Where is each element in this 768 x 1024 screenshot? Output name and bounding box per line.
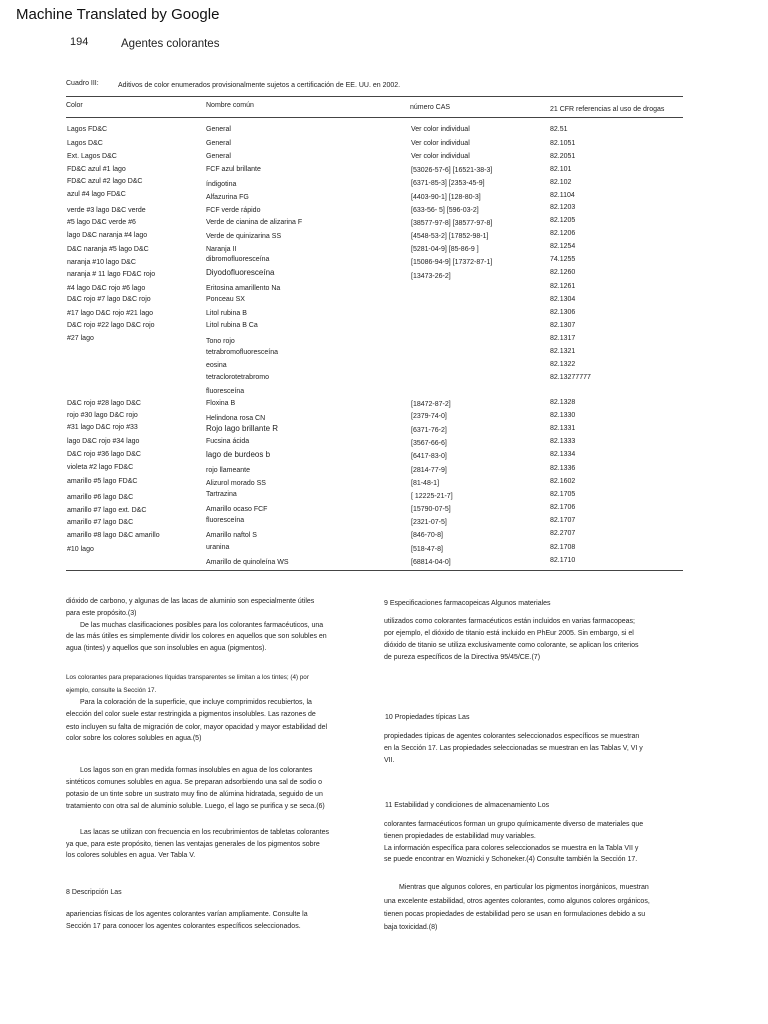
table-cell-color: naranja # 11 lago FD&C rojo bbox=[67, 271, 156, 278]
table-cell-color: Lagos FD&C bbox=[67, 126, 108, 133]
table-cell-cas-number: [2379-74-0] bbox=[411, 413, 447, 420]
table-body bbox=[0, 124, 768, 574]
right-paragraph-line: colorantes farmacéuticos forman un grupo químicamente diverso de materiales que bbox=[384, 821, 644, 828]
table-cell-color: amarillo #5 lago FD&C bbox=[67, 478, 138, 485]
right-paragraph-line: se puede encontrar en Woznicki y Schoneker.(4) Consulte también la Sección 17. bbox=[384, 856, 638, 863]
table-top-rule bbox=[66, 96, 683, 97]
right-paragraph-line: La información específica para colores seleccionados se muestra en la Tabla VII y bbox=[384, 845, 639, 852]
table-cell-common-name: Amarillo de quinoleína WS bbox=[206, 559, 289, 566]
right-paragraph-line: tienen pocas propiedades de estabilidad pero se usan en formulaciones debido a su bbox=[384, 911, 646, 918]
table-cell-cas-number: [15086-94-9] [17372-87-1] bbox=[411, 259, 493, 266]
left-paragraph-line: sintéticos comunes solubles en agua. Se preparan adsorbiendo una sal de sodio o bbox=[66, 779, 323, 786]
table-cell-color: amarillo #7 lago D&C bbox=[67, 519, 134, 526]
table-cell-cas-number: [2321-07-5] bbox=[411, 519, 447, 526]
table-header-rule bbox=[66, 117, 683, 118]
table-cell-common-name: fluoresceína bbox=[206, 388, 245, 395]
table-cell-cas-number: [518-47-8] bbox=[411, 546, 443, 553]
table-cell-color: amarillo #7 lago ext. D&C bbox=[67, 507, 147, 514]
table-cell-color: #17 lago D&C rojo #21 lago bbox=[67, 310, 154, 317]
table-cell-color: lago D&C naranja #4 lago bbox=[67, 232, 148, 239]
right-paragraph-line: 9 Especificaciones farmacopeicas Algunos materiales bbox=[384, 600, 551, 607]
left-paragraph-line: Las lacas se utilizan con frecuencia en los recubrimientos de tabletas colorantes bbox=[80, 829, 330, 836]
table-cell-color: #4 lago D&C rojo #6 lago bbox=[67, 285, 146, 292]
table-cell-cas-number: Ver color individual bbox=[411, 126, 470, 133]
table-cell-common-name: Tartrazina bbox=[206, 491, 237, 498]
table-cell-color: #5 lago D&C verde #6 bbox=[67, 219, 136, 226]
table-cell-common-name: tetrabromofluoresceína bbox=[206, 349, 278, 356]
table-cell-cfr-reference: 82.1708 bbox=[550, 544, 576, 551]
left-paragraph-line: tratamiento con otra sal de aluminio soluble. Luego, el lago se purifica y se seca.(6) bbox=[66, 803, 325, 810]
table-cell-common-name: Verde de quinizarina SS bbox=[206, 233, 282, 240]
table-cell-common-name: FCF azul brillante bbox=[206, 166, 261, 173]
table-cell-cfr-reference: 82.2051 bbox=[550, 153, 576, 160]
table-cell-common-name: fluoresceína bbox=[206, 517, 245, 524]
table-cell-common-name: Naranja II bbox=[206, 246, 237, 253]
table-cell-color: D&C rojo #22 lago D&C rojo bbox=[67, 322, 155, 329]
table-cell-common-name: General bbox=[206, 153, 231, 160]
table-cell-cfr-reference: 82.1304 bbox=[550, 296, 576, 303]
table-cell-color: D&C rojo #36 lago D&C bbox=[67, 451, 141, 458]
table-cell-color: Ext. Lagos D&C bbox=[67, 153, 117, 160]
right-paragraph-line: por ejemplo, el dióxido de titanio está incluido en PhEur 2005. Sin embargo, si el bbox=[384, 630, 634, 637]
table-cell-cas-number: [3567-66-6] bbox=[411, 440, 447, 447]
right-paragraph-line: VII. bbox=[384, 757, 395, 764]
table-cell-color: violeta #2 lago FD&C bbox=[67, 464, 134, 471]
table-cell-common-name: dibromofluoresceína bbox=[206, 256, 270, 263]
table-cell-cfr-reference: 82.101 bbox=[550, 166, 572, 173]
table-cell-cas-number: [2814-77-9] bbox=[411, 467, 447, 474]
table-cell-cas-number: [38577-97-8] [38577-97-8] bbox=[411, 220, 493, 227]
table-cell-cas-number: [4548-53-2] [17852-98-1] bbox=[411, 233, 489, 240]
table-cell-cfr-reference: 82.1331 bbox=[550, 425, 576, 432]
table-cell-cas-number: [53026-57-6] [16521-38-3] bbox=[411, 167, 493, 174]
left-paragraph-line: color sobre los colores solubles en agua.(5) bbox=[66, 735, 202, 742]
page-number: 194 bbox=[70, 36, 89, 48]
left-paragraph-line: De las muchas clasificaciones posibles para los colorantes farmacéuticos, una bbox=[80, 622, 324, 629]
table-cell-cas-number: [81-48-1] bbox=[411, 480, 440, 487]
table-cell-common-name: lago de burdeos b bbox=[206, 450, 271, 459]
right-paragraph-line: de pureza específicos de la Directiva 95/45/CE.(7) bbox=[384, 654, 541, 661]
right-paragraph-line: tienen propiedades de estabilidad muy variables. bbox=[384, 833, 536, 840]
table-cell-color: D&C rojo #28 lago D&C bbox=[67, 400, 141, 407]
table-cell-cfr-reference: 82.1321 bbox=[550, 348, 576, 355]
right-paragraph-line: 11 Estabilidad y condiciones de almacenamiento Los bbox=[385, 802, 550, 809]
table-cell-cfr-reference: 82.51 bbox=[550, 126, 568, 133]
left-paragraph-line: potasio de un tinte sobre un sustrato muy fino de alúmina hidratada, seguido de un bbox=[66, 791, 323, 798]
table-cell-cfr-reference: 82.1205 bbox=[550, 217, 576, 224]
column-header-cfr-references: 21 CFR referencias al uso de drogas bbox=[550, 106, 665, 113]
table-cell-color: rojo #30 lago D&C rojo bbox=[67, 412, 138, 419]
table-cell-cas-number: [ 12225-21-7] bbox=[411, 493, 453, 500]
left-paragraph-line: Sección 17 para conocer los agentes colorantes específicos seleccionados. bbox=[66, 923, 301, 930]
left-paragraph-line: elección del color suele estar restringida a pigmentos insolubles. Las razones de bbox=[66, 711, 316, 718]
table-caption-text: Aditivos de color enumerados provisionalmente sujetos a certificación de EE. UU. en 2002. bbox=[118, 82, 401, 89]
table-cell-cas-number: [633-56- 5] [596-03-2] bbox=[411, 207, 479, 214]
table-cell-color: D&C rojo #7 lago D&C rojo bbox=[67, 296, 151, 303]
right-paragraph-line: utilizados como colorantes farmacéuticos están incluidos en varias farmacopeas; bbox=[384, 618, 635, 625]
table-cell-cfr-reference: 82.1261 bbox=[550, 283, 576, 290]
left-paragraph-line: ya que, para este propósito, tienen las ventajas generales de los pigmentos sobre bbox=[66, 841, 320, 848]
right-paragraph-line: 10 Propiedades típicas Las bbox=[385, 714, 470, 721]
table-cell-cfr-reference: 82.1254 bbox=[550, 243, 576, 250]
table-cell-color: amarillo #8 lago D&C amarillo bbox=[67, 532, 160, 539]
column-header-color: Color bbox=[66, 102, 83, 109]
table-cell-common-name: Ponceau SX bbox=[206, 296, 245, 303]
machine-translation-banner: Machine Translated by Google bbox=[16, 6, 220, 23]
table-cell-common-name: rojo llameante bbox=[206, 467, 250, 474]
left-paragraph-line: apariencias físicas de los agentes colorantes varían ampliamente. Consulte la bbox=[66, 911, 308, 918]
table-cell-color: lago D&C rojo #34 lago bbox=[67, 438, 140, 445]
table-cell-color: FD&C azul #1 lago bbox=[67, 166, 126, 173]
table-cell-color: Lagos D&C bbox=[67, 140, 103, 147]
right-paragraph-line: baja toxicidad.(8) bbox=[384, 924, 438, 931]
table-cell-cfr-reference: 82.1602 bbox=[550, 478, 576, 485]
table-cell-cfr-reference: 82.1306 bbox=[550, 309, 576, 316]
table-cell-cfr-reference: 82.102 bbox=[550, 179, 572, 186]
table-cell-common-name: Diyodofluoresceína bbox=[206, 268, 275, 277]
table-cell-cas-number: [6417-83-0] bbox=[411, 453, 447, 460]
table-cell-cfr-reference: 82.1705 bbox=[550, 491, 576, 498]
table-cell-cfr-reference: 82.2707 bbox=[550, 530, 576, 537]
table-cell-cfr-reference: 82.1051 bbox=[550, 140, 576, 147]
left-paragraph-line: ejemplo, consulte la Sección 17. bbox=[66, 687, 157, 694]
table-cell-cas-number: [15790-07-5] bbox=[411, 506, 451, 513]
table-cell-cfr-reference: 82.1330 bbox=[550, 412, 576, 419]
table-cell-common-name: Litol rubina B bbox=[206, 310, 247, 317]
table-cell-common-name: General bbox=[206, 140, 231, 147]
table-cell-color: azul #4 lago FD&C bbox=[67, 191, 126, 198]
right-paragraph-line: Mientras que algunos colores, en particular los pigmentos inorgánicos, muestran bbox=[399, 884, 649, 891]
table-cell-color: #27 lago bbox=[67, 335, 94, 342]
left-paragraph-line: dióxido de carbono, y algunas de las lacas de aluminio son especialmente útiles bbox=[66, 598, 315, 605]
table-cell-cas-number: [18472-87-2] bbox=[411, 401, 451, 408]
table-cell-common-name: Litol rubina B Ca bbox=[206, 322, 258, 329]
right-paragraph-line: dióxido de titanio se utiliza exclusivamente como colorante, se aplican los criterios bbox=[384, 642, 639, 649]
table-cell-common-name: Verde de cianina de alizarina F bbox=[206, 219, 303, 226]
table-cell-cfr-reference: 82.13277777 bbox=[550, 374, 591, 381]
table-cell-cfr-reference: 82.1206 bbox=[550, 230, 576, 237]
table-cell-common-name: índigotina bbox=[206, 181, 237, 188]
table-cell-cfr-reference: 82.1317 bbox=[550, 335, 576, 342]
table-cell-common-name: eosina bbox=[206, 362, 227, 369]
right-paragraph-line: una excelente estabilidad, otros agentes colorantes, como algunos colores orgánicos, bbox=[384, 898, 650, 905]
left-paragraph-line: Para la coloración de la superficie, que incluye comprimidos recubiertos, la bbox=[80, 699, 312, 706]
table-cell-cfr-reference: 74.1255 bbox=[550, 256, 576, 263]
table-cell-cfr-reference: 82.1328 bbox=[550, 399, 576, 406]
table-cell-cfr-reference: 82.1307 bbox=[550, 322, 576, 329]
table-cell-common-name: Amarillo ocaso FCF bbox=[206, 506, 268, 513]
column-header-cas-number: número CAS bbox=[410, 104, 451, 111]
table-bottom-rule bbox=[66, 570, 683, 571]
left-paragraph-line: para este propósito.(3) bbox=[66, 610, 137, 617]
table-cell-color: naranja #10 lago D&C bbox=[67, 259, 136, 266]
table-cell-color: D&C naranja #5 lago D&C bbox=[67, 246, 149, 253]
table-cell-cfr-reference: 82.1710 bbox=[550, 557, 576, 564]
table-cell-cfr-reference: 82.1706 bbox=[550, 504, 576, 511]
table-cell-common-name: Rojo lago brillante R bbox=[206, 424, 279, 433]
left-paragraph-line: 8 Descripción Las bbox=[66, 889, 122, 896]
table-cell-cas-number: Ver color individual bbox=[411, 140, 470, 147]
table-caption-label: Cuadro III: bbox=[66, 80, 99, 87]
table-cell-common-name: Tono rojo bbox=[206, 338, 235, 345]
table-cell-cas-number: [846-70-8] bbox=[411, 532, 443, 539]
table-cell-color: #10 lago bbox=[67, 546, 94, 553]
table-cell-cfr-reference: 82.1707 bbox=[550, 517, 576, 524]
table-cell-cas-number: [4403-90-1] [128-80-3] bbox=[411, 194, 481, 201]
left-paragraph-line: los colores solubles en agua. Ver Tabla V. bbox=[66, 852, 196, 859]
table-cell-common-name: Alizurol morado SS bbox=[206, 480, 266, 487]
table-cell-cas-number: Ver color individual bbox=[411, 153, 470, 160]
table-cell-common-name: Fucsina ácida bbox=[206, 438, 250, 445]
table-cell-common-name: uranina bbox=[206, 544, 230, 551]
table-cell-cfr-reference: 82.1333 bbox=[550, 438, 576, 445]
table-cell-color: FD&C azul #2 lago D&C bbox=[67, 178, 143, 185]
column-header-common-name: Nombre común bbox=[206, 102, 254, 109]
table-cell-common-name: tetraclorotetrabromo bbox=[206, 374, 270, 381]
table-cell-cfr-reference: 82.1260 bbox=[550, 269, 576, 276]
left-paragraph-line: esto incluyen su falta de migración de color, mayor opacidad y mayor estabilidad del bbox=[66, 724, 328, 731]
right-paragraph-line: en la Sección 17. Las propiedades seleccionadas se muestran en las Tablas V, VI y bbox=[384, 745, 643, 752]
table-cell-cfr-reference: 82.1336 bbox=[550, 465, 576, 472]
left-paragraph-line: Los lagos son en gran medida formas insolubles en agua de los colorantes bbox=[80, 767, 313, 774]
table-cell-cfr-reference: 82.1203 bbox=[550, 204, 576, 211]
table-cell-common-name: Floxina B bbox=[206, 400, 236, 407]
left-paragraph-line: agua (tintes) y aquellos que son insolubles en agua (pigmentos). bbox=[66, 645, 267, 652]
table-cell-cas-number: [5281-04-9] [85-86-9 ] bbox=[411, 246, 479, 253]
table-cell-common-name: Helindona rosa CN bbox=[206, 415, 266, 422]
table-cell-common-name: FCF verde rápido bbox=[206, 207, 261, 214]
left-paragraph-line: de las más útiles es simplemente dividir los colores en aquellos que son solubles en bbox=[66, 633, 327, 640]
left-paragraph-line: Los colorantes para preparaciones líquidas transparentes se limitan a los tintes; (4) por bbox=[66, 674, 309, 681]
table-cell-cas-number: [6371-85-3] [2353-45-9] bbox=[411, 180, 485, 187]
table-cell-cfr-reference: 82.1322 bbox=[550, 361, 576, 368]
table-cell-cas-number: [13473-26-2] bbox=[411, 273, 451, 280]
table-cell-cas-number: [6371-76-2] bbox=[411, 427, 447, 434]
table-cell-color: verde #3 lago D&C verde bbox=[67, 207, 146, 214]
table-cell-color: #31 lago D&C rojo #33 bbox=[67, 424, 138, 431]
table-cell-common-name: General bbox=[206, 126, 231, 133]
table-cell-color: amarillo #6 lago D&C bbox=[67, 494, 134, 501]
table-cell-common-name: Alfazurina FG bbox=[206, 194, 249, 201]
running-title: Agentes colorantes bbox=[121, 38, 220, 50]
table-cell-common-name: Eritosina amarillento Na bbox=[206, 285, 281, 292]
table-cell-cfr-reference: 82.1104 bbox=[550, 192, 575, 199]
table-cell-cas-number: [68814-04-0] bbox=[411, 559, 451, 566]
table-cell-cfr-reference: 82.1334 bbox=[550, 451, 576, 458]
right-paragraph-line: propiedades típicas de agentes colorantes seleccionados específicos se muestran bbox=[384, 733, 640, 740]
table-cell-common-name: Amarillo naftol S bbox=[206, 532, 257, 539]
